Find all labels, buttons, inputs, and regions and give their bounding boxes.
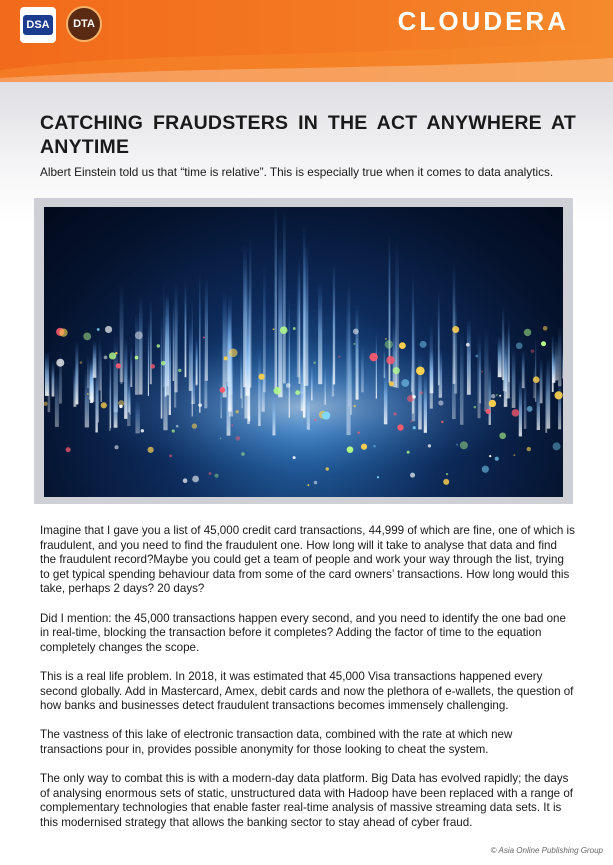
light-streak [191, 374, 195, 404]
light-dot [44, 402, 48, 406]
light-streak [502, 306, 504, 380]
light-streak [333, 262, 335, 384]
light-streak [173, 302, 174, 381]
light-streak [263, 266, 266, 393]
light-streak [356, 304, 359, 400]
light-streak [148, 320, 149, 396]
light-dot [314, 481, 318, 485]
light-dot [198, 403, 202, 407]
dsa-logo [20, 7, 56, 43]
light-dot [489, 400, 496, 407]
light-dot [220, 438, 222, 440]
light-dot [214, 474, 218, 478]
light-streak [498, 337, 502, 378]
light-dot [235, 410, 238, 413]
light-streak [506, 329, 510, 398]
light-dot [420, 341, 427, 348]
light-streak [424, 373, 427, 433]
light-dot [531, 349, 535, 353]
light-streak [90, 357, 93, 403]
light-streak [45, 352, 49, 396]
body-paragraph-2: Did I mention: the 45,000 transactions happen every second, and you need to identify the one bad one in real-time, blocking the transaction before it completes? Adding the factor of time to the equation completely changes the scope. [40, 611, 566, 654]
light-streak [245, 330, 249, 396]
light-streak [361, 345, 364, 392]
light-dot [56, 359, 64, 367]
article-subtitle: Albert Einstein told us that “time is relative”. This is especially true when it comes to data analytics. [40, 165, 554, 179]
light-dot [399, 342, 406, 349]
light-streak [85, 368, 89, 427]
light-dot [499, 395, 501, 397]
dta-logo [66, 6, 102, 42]
light-dot [104, 355, 108, 359]
light-streak [185, 283, 187, 377]
light-dot [420, 391, 423, 394]
light-dot [80, 361, 83, 364]
body-paragraph-5: The only way to combat this is with a modern-day data platform. Big Data has evolved rapidly; the days of analysing enormous sets of static, unstructured data with Hadoop have been replaced with a range of complementary technologies that enable faster real-time analysis of massive streaming data sets. It is this modernised strategy that allows the banking sector to stay ahead of cyber fraud. [40, 772, 573, 829]
light-streak [135, 312, 139, 395]
light-dot [386, 356, 394, 364]
light-streak [139, 296, 142, 394]
light-dot [183, 478, 188, 483]
light-dot [474, 406, 477, 409]
light-streak [205, 277, 208, 381]
light-dot [192, 476, 199, 483]
light-streak [467, 319, 471, 395]
light-streak [311, 364, 313, 400]
light-streak [439, 347, 442, 398]
light-streak [558, 327, 561, 387]
light-dot [482, 466, 489, 473]
light-streak [477, 331, 480, 418]
light-dot [97, 328, 100, 331]
light-streak [484, 327, 488, 411]
light-dot [116, 363, 121, 368]
light-dot [150, 364, 155, 369]
light-streak [412, 302, 415, 421]
light-dot [495, 457, 499, 461]
light-streak [283, 209, 286, 384]
light-streak [73, 365, 76, 407]
light-dot [401, 379, 409, 387]
light-dot [313, 362, 315, 364]
light-dot [353, 329, 359, 335]
light-dot [446, 473, 448, 475]
light-dot [83, 332, 91, 340]
light-dot [527, 447, 531, 451]
light-dot [353, 343, 355, 345]
data-lights-illustration [44, 207, 563, 497]
light-dot [413, 426, 416, 429]
body-paragraph-4: The vastness of this lake of electronic transaction data, combined with the rate at which new transactions pour in, provides possible anonymity for those looking to cheat the system. [40, 728, 513, 756]
light-dot [513, 454, 515, 456]
dta-logo-text: DTA [73, 18, 95, 30]
light-dot [416, 366, 425, 375]
light-dot [192, 423, 197, 428]
light-streak [562, 348, 563, 379]
light-dot [466, 343, 470, 347]
light-dot [543, 326, 548, 331]
light-streak [307, 386, 310, 430]
light-dot [235, 436, 240, 441]
light-dot [385, 338, 387, 340]
light-streak [220, 375, 222, 419]
light-dot [393, 367, 400, 374]
light-dot [338, 356, 340, 358]
light-streak [52, 361, 55, 397]
light-dot [428, 444, 431, 447]
light-dot [66, 447, 71, 452]
light-streak [376, 332, 377, 399]
light-streak [430, 323, 433, 408]
light-streak [55, 373, 59, 427]
light-dot [157, 344, 160, 347]
light-streak [453, 264, 456, 384]
light-dot [481, 371, 483, 373]
light-dot [410, 420, 412, 422]
light-streak [318, 282, 322, 384]
light-streak [289, 296, 290, 417]
light-dot [475, 355, 478, 358]
light-dot [293, 456, 296, 459]
light-dot [361, 444, 367, 450]
light-dot [512, 409, 520, 417]
light-streak [258, 348, 261, 426]
light-dot [527, 406, 533, 412]
light-streak [384, 369, 387, 425]
light-dot [115, 352, 117, 354]
article-title: CATCHING FRAUDSTERS IN THE ACT ANYWHERE AT ANYTIME [40, 112, 576, 158]
light-streak [272, 393, 275, 435]
light-dot [258, 374, 264, 380]
light-streak [229, 332, 233, 417]
light-streak [199, 272, 201, 413]
light-dot [326, 467, 329, 470]
hero-image-frame [34, 198, 573, 504]
light-dot [274, 387, 281, 394]
light-dot [135, 356, 139, 360]
light-dot [441, 421, 444, 424]
light-dot [397, 424, 403, 430]
light-streak [124, 338, 127, 419]
light-streak [301, 376, 304, 411]
light-dot [407, 451, 410, 454]
page-header [0, 0, 613, 82]
light-dot [141, 429, 144, 432]
light-dot [286, 383, 291, 388]
light-dot [101, 402, 107, 408]
light-dot [293, 327, 296, 330]
light-dot [295, 390, 300, 395]
light-streak [297, 267, 300, 378]
light-streak [540, 359, 543, 404]
copyright-footer: © Asia Online Publishing Group [490, 846, 603, 855]
light-dot [385, 340, 393, 348]
light-streak [169, 314, 171, 415]
light-dot [59, 328, 67, 336]
light-dot [203, 337, 205, 339]
light-streak [127, 386, 130, 426]
light-dot [208, 472, 211, 475]
light-dot [377, 476, 379, 478]
light-streak [558, 379, 561, 430]
light-dot [353, 405, 355, 407]
light-streak [537, 386, 540, 430]
light-streak [489, 360, 491, 425]
light-streak [130, 346, 132, 387]
light-dot [109, 352, 116, 359]
light-streak [278, 246, 282, 398]
light-dot [119, 405, 122, 408]
light-streak [522, 350, 525, 388]
light-dot [224, 356, 228, 360]
light-dot [369, 353, 377, 361]
light-streak [304, 242, 308, 386]
light-dot [438, 400, 443, 405]
light-streak [163, 340, 167, 430]
light-dot [389, 381, 394, 386]
body-paragraph-1: Imagine that I gave you a list of 45,000 credit card transactions, 44,999 of which are fine, one of which is fraudulent, and you need to find the fraudulent one. How long will it take to analyse that data and find the fraudulent record?Maybe you could get a team of people and work your way through the list, trying to get typical spending behaviour data from some of the card owners’ transactions. How long would this take, perhaps 2 days? 20 days? [40, 524, 575, 596]
light-dot [499, 432, 506, 439]
light-dot [491, 394, 495, 398]
light-streak [114, 390, 118, 428]
light-dot [241, 452, 245, 456]
light-dot [460, 441, 468, 449]
light-dot [357, 431, 359, 433]
light-dot [486, 409, 491, 414]
light-dot [172, 429, 175, 432]
light-dot [489, 455, 491, 457]
light-streak [555, 339, 559, 381]
light-dot [373, 445, 376, 448]
light-dot [555, 391, 563, 399]
light-streak [545, 367, 547, 433]
light-streak [535, 336, 536, 402]
light-dot [161, 361, 166, 366]
light-streak [324, 366, 326, 405]
light-dot [322, 411, 330, 419]
dsa-logo-text: DSA [23, 15, 52, 35]
light-dot [87, 393, 89, 395]
light-streak [460, 329, 463, 425]
light-dot [452, 326, 459, 333]
light-dot [231, 424, 233, 426]
light-dot [176, 425, 179, 428]
light-dot [273, 328, 275, 330]
cloudera-brand: CLOUDERA [397, 6, 569, 36]
light-streak [240, 348, 242, 399]
light-streak [95, 360, 97, 433]
light-streak [150, 300, 152, 384]
light-dot [443, 479, 449, 485]
light-dot [307, 484, 309, 486]
light-streak [135, 399, 139, 433]
light-dot [412, 395, 415, 398]
light-dot [533, 376, 540, 383]
light-streak [161, 315, 163, 418]
light-dot [280, 326, 288, 334]
light-streak [275, 207, 277, 388]
light-dot [148, 447, 154, 453]
light-streak [346, 286, 350, 435]
light-streak [395, 242, 399, 388]
light-dot [169, 455, 172, 458]
light-streak [174, 282, 177, 392]
light-streak [519, 379, 522, 437]
hero-image-data-lights [44, 207, 563, 497]
light-dot [410, 473, 415, 478]
light-streak [110, 352, 111, 428]
light-dot [516, 342, 523, 349]
article-body [40, 524, 576, 845]
light-dot [220, 387, 226, 393]
light-dot [393, 412, 396, 415]
light-dot [178, 369, 181, 372]
light-dot [115, 445, 119, 449]
light-dot [314, 419, 317, 422]
light-dot [553, 442, 561, 450]
light-dot [135, 331, 143, 339]
light-dot [456, 444, 458, 446]
light-dot [496, 394, 498, 396]
light-streak [223, 291, 227, 397]
light-dot [105, 326, 112, 333]
light-dot [541, 341, 546, 346]
light-dot [347, 446, 354, 453]
light-dot [229, 348, 238, 357]
light-streak [512, 347, 516, 408]
light-dot [524, 329, 531, 336]
light-streak [195, 337, 197, 385]
body-paragraph-3: This is a real life problem. In 2018, it was estimated that 45,000 Visa transactions happened every second globally. Add in Mastercard, Amex, debit cards and now the plethora of e-wallets, the question of how banks and businesses detect fraudulent transactions becomes immensely challenging. [40, 669, 574, 713]
